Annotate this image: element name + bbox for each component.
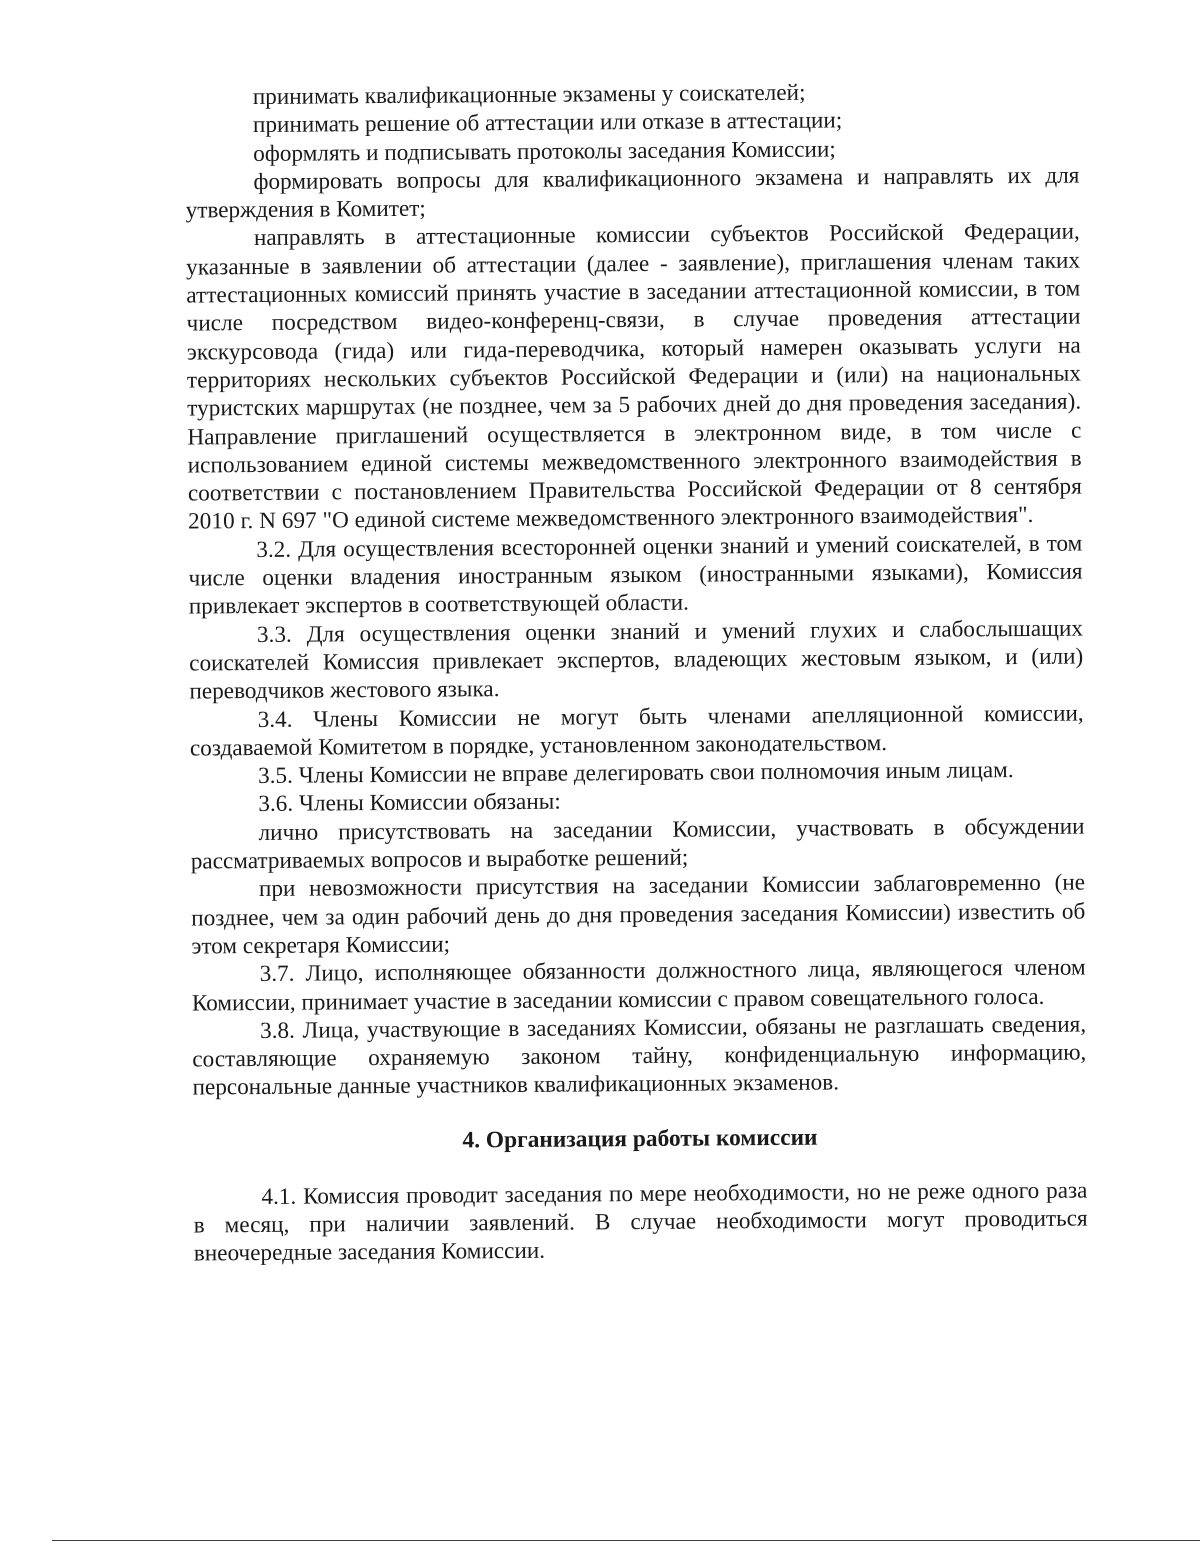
- paragraph-3-7: 3.7. Лицо, исполняющее обязанности должностного лица, являющегося членом Комиссии, принимает участие в заседании комиссии с правом совещательного голоса.: [191, 954, 1086, 1017]
- section-heading: 4. Организация работы комиссии: [462, 1124, 818, 1154]
- paragraph-duty-exams: принимать квалификационные экзамены у соискателей;: [252, 79, 806, 111]
- paragraph-3-3: 3.3. Для осуществления оценки знаний и умений глухих и слабослышащих соискателей Комиссия привлекает экспертов, владеющих жестовым языком, и (или) переводчиков жестового языка.: [189, 615, 1084, 705]
- paragraph-duty-protocols: оформлять и подписывать протоколы заседания Комиссии;: [253, 136, 836, 167]
- paragraph-duty-questions: формировать вопросы для квалификационного экзамена и направлять их для утверждения в Комитет;: [185, 162, 1080, 224]
- paragraph-3-6: 3.6. Члены Комиссии обязаны:: [258, 789, 561, 818]
- paragraph-3-5: 3.5. Члены Комиссии не вправе делегировать свои полномочия иным лицам.: [258, 757, 1014, 790]
- paragraph-4-1: 4.1. Комиссия проводит заседания по мере необходимости, но не реже одного раза в месяц, при наличии заявлений. В случае необходимости могут проводиться внеочередные заседания Комиссии.: [193, 1177, 1088, 1267]
- paragraph-3-2: 3.2. Для осуществления всесторонней оценки знаний и умений соискателей, в том числе оценки владения иностранным языком (иностранными языками), Комиссия привлекает экспертов в соответствующей области.: [188, 530, 1083, 620]
- paragraph-3-6-attend: лично присутствовать на заседании Комиссии, участвовать в обсуждении рассматриваемых вопросов и выработке решений;: [190, 813, 1085, 875]
- paragraph-3-6-notify: при невозможности присутствия на заседании Комиссии заблаговременно (не позднее, чем за один рабочий день до дня проведения заседания Комиссии) известить об этом секретаря Комиссии;: [191, 869, 1086, 960]
- document-body: [185, 77, 1088, 1269]
- paragraph-3-8: 3.8. Лица, участвующие в заседаниях Комиссии, обязаны не разглашать сведения, составляющие охраняемую законом тайну, конфиденциальную информацию, персональные данные участников квалификационных экзаменов.: [192, 1011, 1087, 1101]
- paragraph-duty-invitations: направлять в аттестационные комиссии субъектов Российской Федерации, указанные в заявлении об аттестации (далее - заявление), приглашения членам таких аттестационных комиссий принять участие в заседании аттестационной комиссии, в том числе посредством видео-конференц-связи, в случае проведения аттестации экскурсовода (гида) или гида-переводчика, который намерен оказывать услуги на территориях нескольких субъектов Российской Федерации и (или) на национальных туристских маршрутах (не позднее, чем за 5 рабочих дней до дня проведения заседания). Направление приглашений осуществляется в электронном виде, в том числе с использованием единой системы межведомственного электронного взаимодействия в соответствии с постановлением Правительства Российской Федерации от 8 сентября 2010 г. N 697 "О единой системе межведомственного электронного взаимодействия".: [186, 219, 1082, 535]
- paragraph-3-4: 3.4. Члены Комиссии не могут быть членами апелляционной комиссии, создаваемой Комитетом в порядке, установленном законодательством.: [189, 700, 1084, 762]
- paragraph-duty-decision: принимать решение об аттестации или отказе в аттестации;: [252, 107, 843, 139]
- footer-rule: [52, 1540, 1200, 1541]
